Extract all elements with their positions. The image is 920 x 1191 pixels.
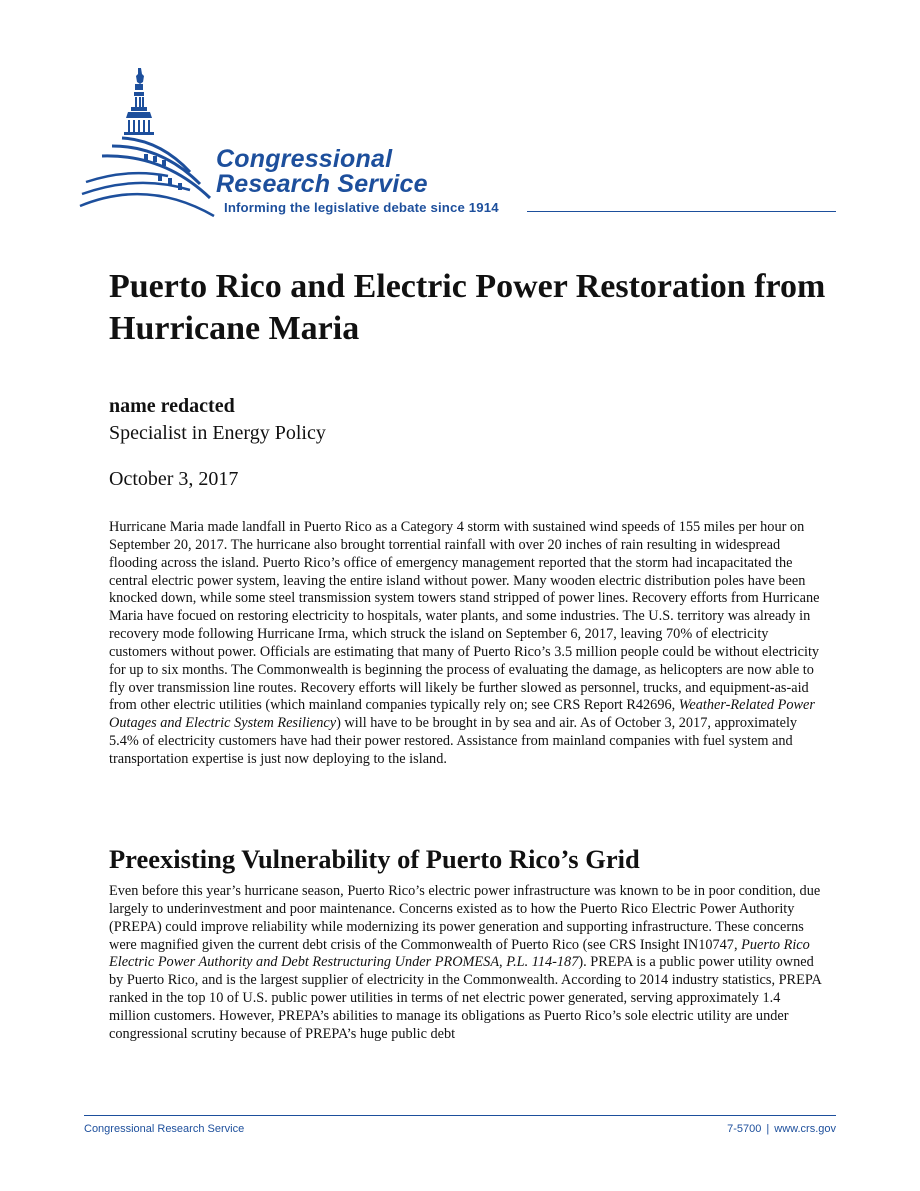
intro-text-1: Hurricane Maria made landfall in Puerto Rico as a Category 4 storm with sustained wind speeds of 155 miles per hour on September 20, 2017. The hurricane also brought torrential rainfall with over 20 inches of rain resulting in widespread flooding across the island. Puerto Rico’s office of emergency management reported that the storm had incapacitated the central electric power system, leaving the entire island without power. Many wooden electric distribution poles have been knocked down, while some steel transmission system towers stand stripped of power lines. Recovery efforts from Hurricane Maria have focued on restoring electricity to hospitals, water plants, and some industries. The U.S. territory was already in recovery mode following Hurricane Irma, which struck the island on September 6, 2017, leaving 70% of electricity customers without power. Officials are estimating that many of Puerto Rico’s 3.5 million people could be without electricity for up to six months. The Commonwealth is beginning the process of evaluating the damage, as helicopters are now able to fly over transmission line routes. Recovery efforts will likely be further slowed as personnel, trucks, and equipment-as-aid from other electric utilities (which mainland companies typically rely on; see CRS Report R42696, — [109, 519, 820, 714]
section-text-1: Even before this year’s hurricane season, Puerto Rico’s electric power infrastructure was known to be in poor condition, due largely to underinvestment and poor maintenance. Concerns existed as to how the Puerto Rico Electric Power Authority (PREPA) could improve reliability while modernizing its power generation and supporting infrastructure. These concerns were magnified given the current debt crisis of the Commonwealth of Puerto Rico (see CRS Insight IN10747, — [109, 883, 821, 953]
footer-separator: | — [766, 1123, 770, 1135]
section-text-2: ). PREPA is a public power utility owned by Puerto Rico, and is the largest supplier of electricity in the Commonwealth. According to 2014 industry statistics, PREPA ranked in the top 10 of U.S. public power utilities in terms of net electric power generated, serving approximately 1.4 million customers. However, PREPA’s abilities to manage its obligations as Puerto Rico’s sole electric utility are under congressional scrutiny because of PREPA’s huge public debt — [109, 954, 821, 1042]
tagline-rule — [527, 211, 836, 212]
author-name: name redacted — [109, 395, 235, 417]
footer-website-link[interactable]: www.crs.gov — [774, 1123, 836, 1135]
org-name-line2: Research Service — [216, 170, 428, 198]
footer-rule — [84, 1115, 836, 1116]
capitol-dome-icon — [78, 66, 218, 226]
footer-right — [727, 1122, 836, 1136]
report-title: Puerto Rico and Electric Power Restoration from Hurricane Maria — [109, 268, 826, 347]
report-date: October 3, 2017 — [109, 468, 239, 490]
footer-org-name: Congressional Research Service — [84, 1123, 245, 1135]
crs-logo — [78, 66, 838, 226]
report-reference-link[interactable]: Weather-Related Power Outages and Electric System Resiliency — [109, 697, 815, 732]
footer-report-number: 7-5700 — [727, 1123, 762, 1135]
author-role: Specialist in Energy Policy — [109, 422, 326, 444]
org-name-line1: Congressional — [216, 145, 393, 173]
org-tagline: Informing the legislative debate since 1914 — [224, 200, 499, 215]
intro-paragraph — [109, 519, 821, 769]
section-paragraph — [109, 883, 821, 1044]
intro-text-2: ) will have to be brought in by sea and air. As of October 3, 2017, approximately 5.4% of electricity customers have had their power restored. Assistance from mainland companies with fuel system and transportation expertise is just now deploying to the island. — [109, 715, 798, 767]
insight-reference-link[interactable]: Puerto Rico Electric Power Authority and Debt Restructuring Under PROMESA, P.L. 114-187 — [109, 936, 810, 971]
section-heading: Preexisting Vulnerability of Puerto Rico’s Grid — [109, 844, 640, 874]
